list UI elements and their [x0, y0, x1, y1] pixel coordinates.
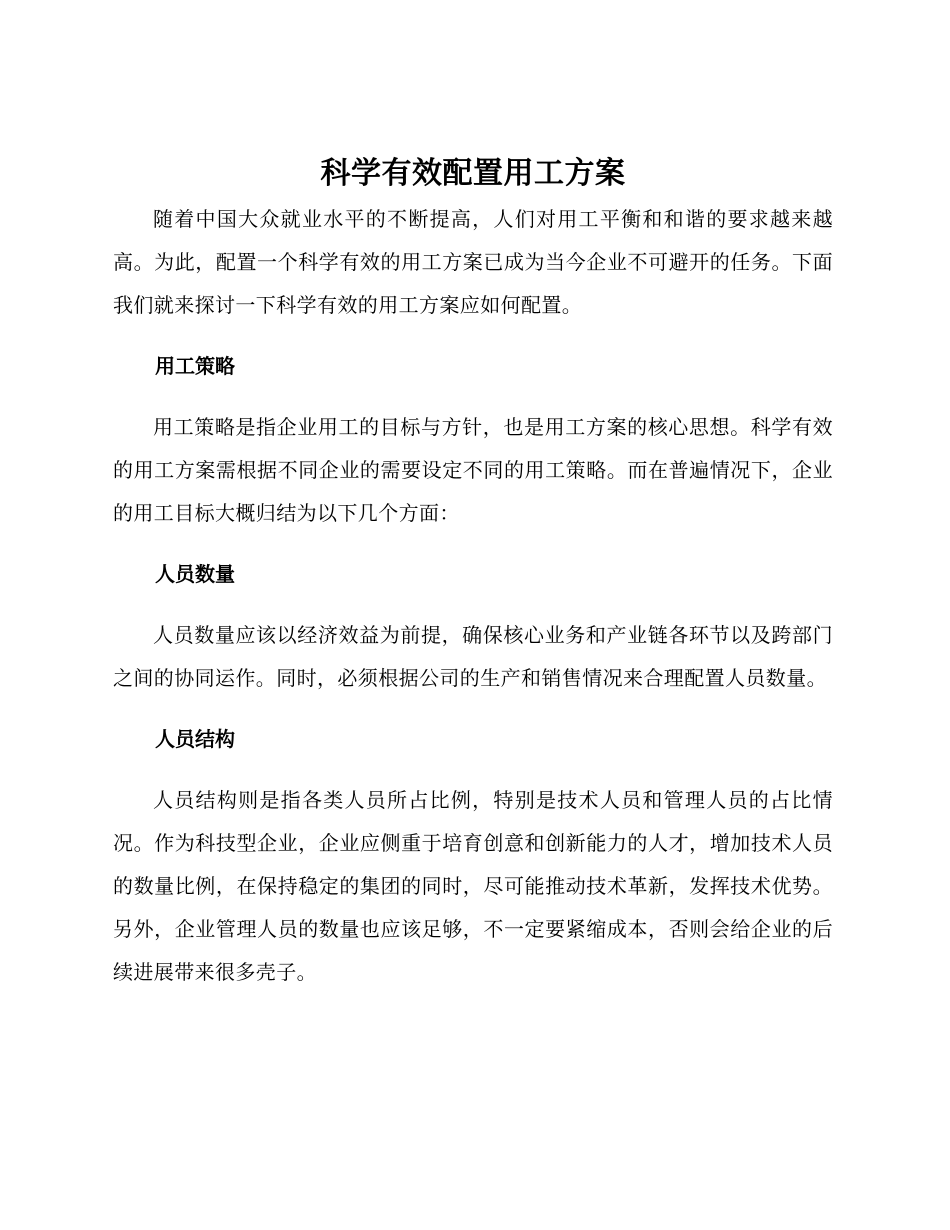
spacer: [113, 388, 833, 406]
section-body-strategy: 用工策略是指企业用工的目标与方针，也是用工方案的核心思想。科学有效的用工方案需根据不同企业的需要设定不同的用工策略。而在普遍情况下，企业的用工目标大概归结为以下几个方面：: [113, 415, 833, 525]
section-heading-structure: 人员结构: [155, 727, 235, 751]
spacer: [113, 700, 833, 718]
spacer: [113, 761, 833, 779]
intro-paragraph: 随着中国大众就业水平的不断提高，人们对用工平衡和和谐的要求越来越高。为此，配置一个科学有效的用工方案已成为当今企业不可避开的任务。下面我们就来探讨一下科学有效的用工方案应如何配置。: [113, 207, 833, 317]
spacer: [113, 535, 833, 553]
section-heading-strategy: 用工策略: [155, 354, 235, 378]
document-title: 科学有效配置用工方案: [320, 156, 626, 191]
spacer: [113, 596, 833, 614]
document-page: [113, 150, 833, 994]
section-body-headcount: 人员数量应该以经济效益为前提，确保核心业务和产业链各环节以及跨部门之间的协同运作。同时，必须根据公司的生产和销售情况来合理配置人员数量。: [113, 623, 833, 690]
spacer: [113, 327, 833, 345]
section-heading-headcount: 人员数量: [155, 562, 235, 586]
section-body-structure: 人员结构则是指各类人员所占比例，特别是技术人员和管理人员的占比情况。作为科技型企业，企业应侧重于培育创意和创新能力的人才，增加技术人员的数量比例，在保持稳定的集团的同时，尽可能推动技术革新，发挥技术优势。另外，企业管理人员的数量也应该足够，不一定要紧缩成本，否则会给企业的后续进展带来很多壳子。: [113, 788, 833, 984]
